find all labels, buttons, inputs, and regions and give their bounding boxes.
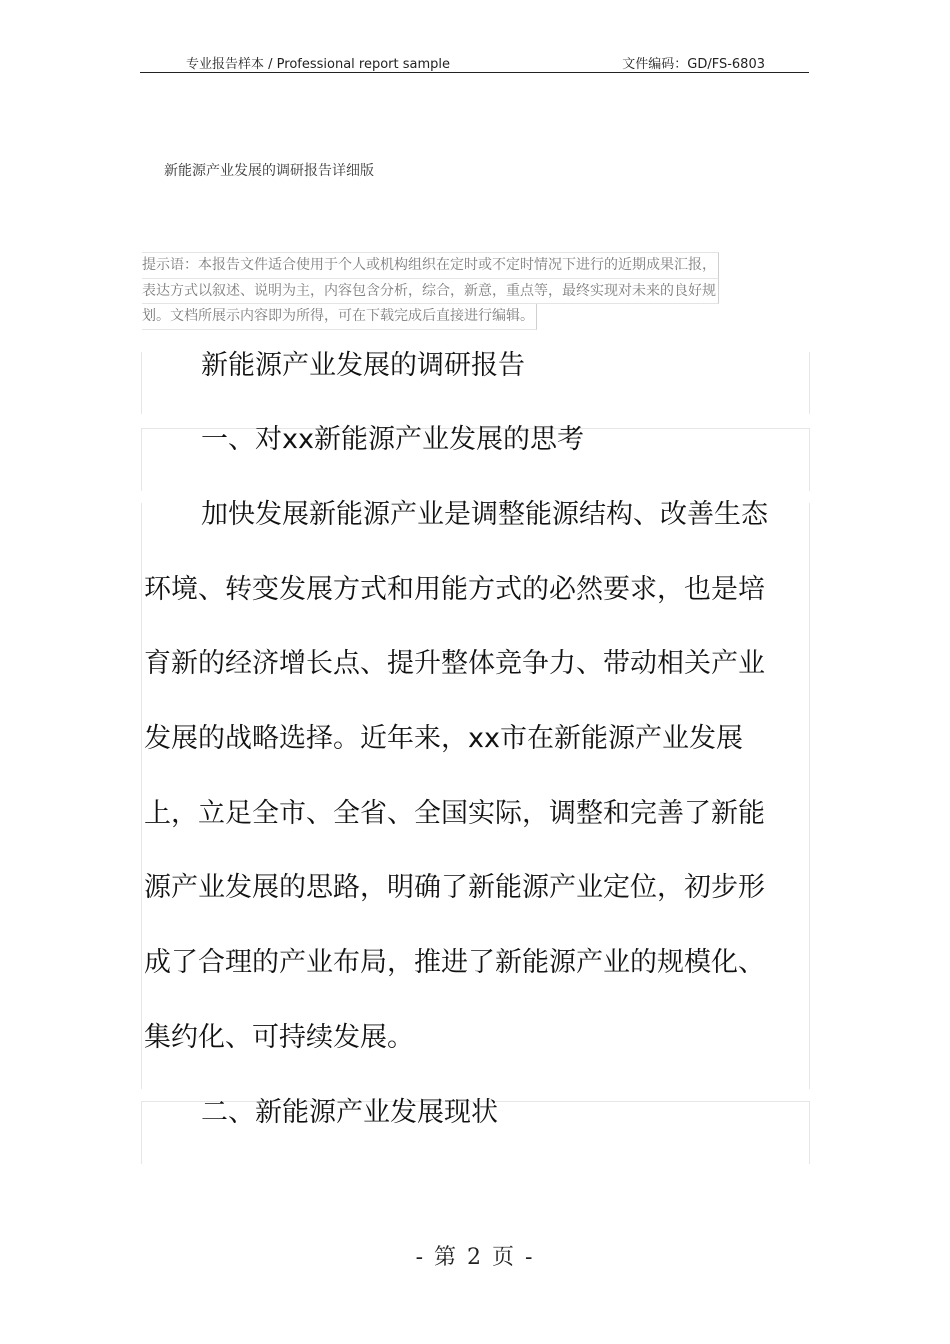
paragraph-line: 成了合理的产业布局，推进了新能源产业的规模化、 (144, 947, 765, 978)
document-title: 新能源产业发展的调研报告详细版 (164, 163, 374, 179)
paragraph-line: 上，立足全市、全省、全国实际，调整和完善了新能 (144, 798, 765, 829)
hint-line: 提示语：本报告文件适合使用于个人或机构组织在定时或不定时情况下进行的近期成果汇报， (142, 252, 719, 279)
hint-line: 表达方式以叙述、说明为主，内容包含分析，综合，新意，重点等，最终实现对未来的良好规 (142, 279, 719, 305)
header-sample-label: 专业报告样本 / Professional report sample (186, 57, 451, 72)
page-header (140, 50, 809, 73)
hint-line: 划。文档所展示内容即为所得，可在下载完成后直接进行编辑。 (142, 304, 537, 330)
paragraph-line: 集约化、可持续发展。 (144, 1022, 414, 1053)
header-file-code: 文件编码：GD/FS-6803 (622, 57, 765, 72)
section-heading-2: 二、新能源产业发展现状 (201, 1097, 498, 1128)
section-heading-1: 一、对xx新能源产业发展的思考 (201, 424, 584, 455)
paragraph-line: 环境、转变发展方式和用能方式的必然要求，也是培 (144, 574, 765, 605)
paragraph-line: 发展的战略选择。近年来，xx市在新能源产业发展 (144, 723, 743, 754)
paragraph-line: 育新的经济增长点、提升整体竞争力、带动相关产业 (144, 648, 765, 679)
page-number: - 第 2 页 - (415, 1245, 535, 1270)
paragraph-line: 加快发展新能源产业是调整能源结构、改善生态 (201, 499, 768, 530)
report-heading: 新能源产业发展的调研报告 (201, 350, 525, 381)
hint-box (142, 252, 802, 330)
paragraph-line: 源产业发展的思路，明确了新能源产业定位，初步形 (144, 872, 765, 903)
